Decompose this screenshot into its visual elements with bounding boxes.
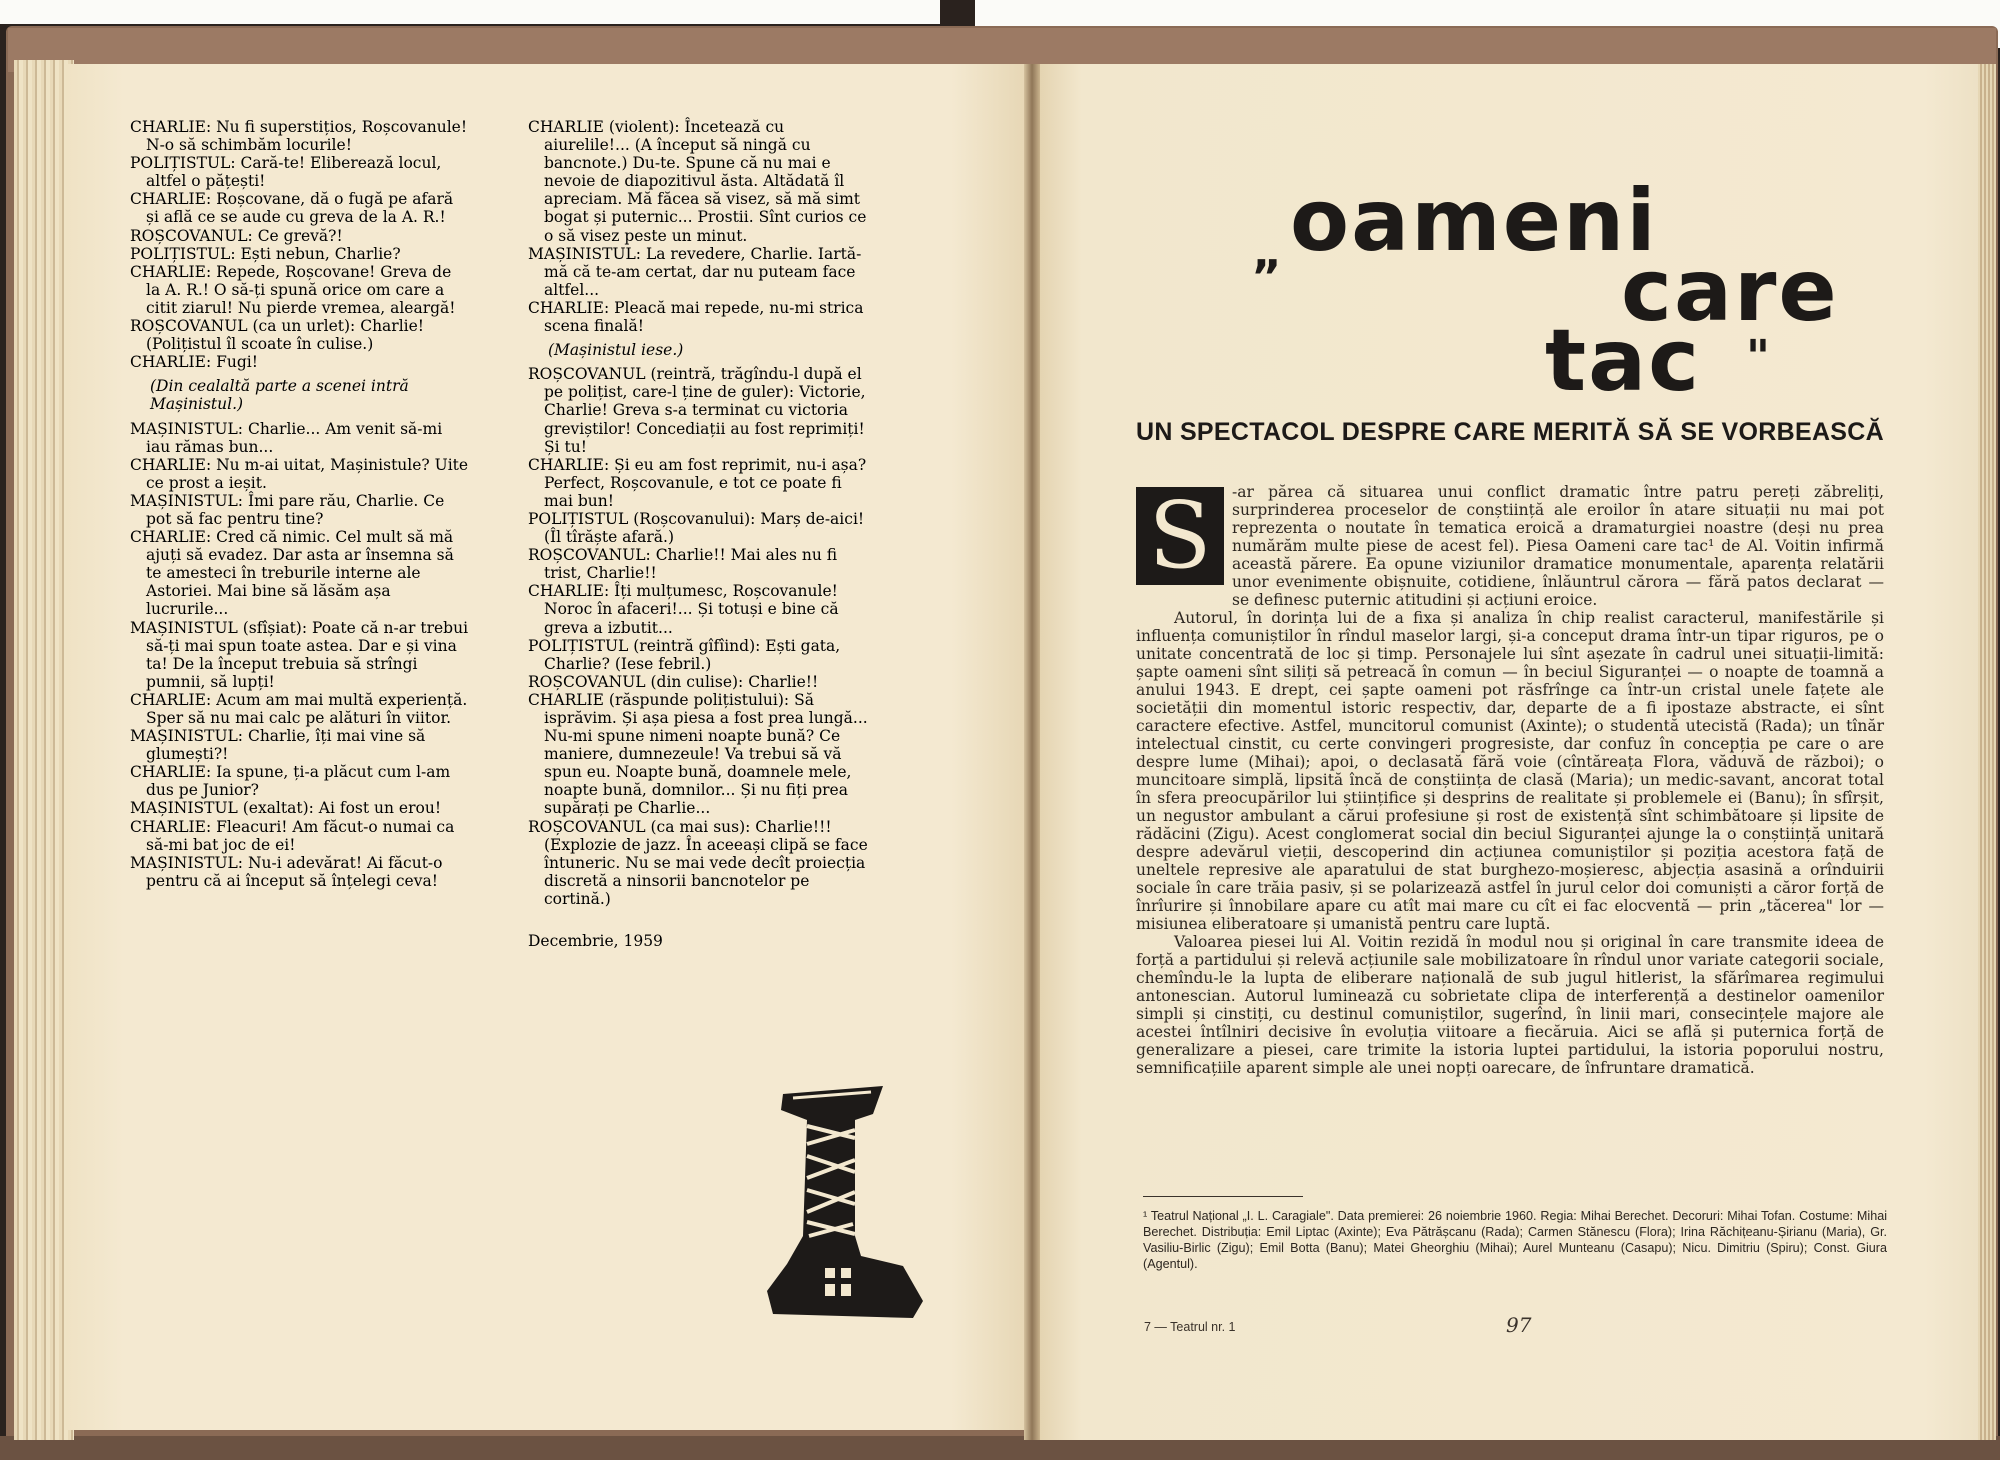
stage-direction: (Din cealaltă parte a scenei intră Mașinistul.) [150, 377, 409, 414]
dialogue-line: CHARLIE: Roșcovane, dă o fugă pe afară și află ce se aude cu greva de la A. R.! [130, 190, 454, 227]
dialogue-line: POLIȚISTUL (Roșcovanului): Marș de-aici! (Îl tîrăște afară.) [528, 509, 865, 547]
page-number: 97 [1506, 1313, 1532, 1337]
dialogue-line: CHARLIE: Nu m-ai uitat, Mașinistule? Uite ce prost a ieșit. [130, 455, 469, 492]
drop-cap: S [1136, 487, 1224, 585]
dialogue-line: POLIȚISTUL: Ești nebun, Charlie? [130, 244, 401, 263]
dialogue-line: CHARLIE: Nu fi superstițios, Roșcovanule! N-o să schimbăm locurile! [130, 118, 468, 155]
dialogue-line: ROȘCOVANUL: Ce grevă?! [130, 226, 343, 245]
article-paragraph: Autorul, în dorința lui de a fixa și analiza în chip realist caracterul, manifestările și influența comuniștilor în rîndul maselor largi, și-a conceput drama într-un tipar riguros, pe o unitate concentrată de loc și timp. Personajele lui sînt așezate în cadrul unei situații-limită: șapte oameni sînt siliți să petreacă în comun — în beciul Siguranței — o noapte de toamnă a anului 1943. E drept, cei șapte oameni pot răsfrînge ca într-un cristal unele fațete ale societății din momentul istoric respectiv, dar, departe de a fi ipostaze abstracte, ei sînt caractere efective. Astfel, muncitorul comunist (Axinte); o studentă utecistă (Rada); un tînăr intelectual cinstit, cu certe convingeri progresiste, dar confuz în concepția pe care o are despre lume (Mihai); apoi, o declasată fără voie (cîntăreața Flora, văduvă de război); o muncitoare simplă, lipsită încă de conștiința de clasă (Maria); un medic-savant, ancorat total în sfera preocupărilor lui științifice și desprins de realitate și problemele ei (Banu); în sfîrșit, un negustor ambulant a cărui profesiune și rost de existență sînt schimbătoare și lipsite de rădăcini (Zigu). Acest conglomerat social din beciul Siguranței ajunge la o conștiință unitară despre adevărul vieții, descoperind din acțiunea comuniștilor și poziția acestora față de uneltele represive ale aparatului de stat burghezo-moșieresc, abjecția asasină a orînduirii sociale în care trăia pasiv, și se polarizează astfel în jurul celor doi comuniști a căror forță de înrîurire și înnobilare apare cu atît mai mare cu cît ei fac elocventă — prin „tăcerea" lor — misiunea eliberatoare și umanistă pentru care luptă. [1136, 609, 1884, 933]
footnote: ¹ Teatrul Național „I. L. Caragiale". Data premierei: 26 noiembrie 1960. Regia: Mihai Berechet. Decoruri: Mihai Tofan. Costume: Mihai Berechet. Distribuția: Emil Liptac (Axinte); Eva Pătrășcanu (Rada); Carmen Stănescu (Flora); Irina Răchițeanu-Șirianu (Maria), Gr. Vasiliu-Birlic (Zigu); Emil Botta (Banu); Matei Gheorghiu (Mihai); Aurel Munteanu (Casapu); Nicu. Dimitriu (Spiru); Const. Giura (Agentul). [1143, 1209, 1887, 1271]
dialogue-line: CHARLIE (răspunde polițistului): Să isprăvim. Și așa piesa a fost prea lungă... Nu-mi spune nimeni noapte bună? Ce maniere, dumnezeule! Va trebui să vă spun eu. Noapte bună, doamnele mele, noapte bună, domnilor... Și nu fiți prea supărați pe Charlie... [528, 690, 868, 818]
article-title-line2: care [1621, 241, 1839, 341]
title-close-quote: " [1746, 330, 1770, 384]
article-body [1136, 483, 1884, 1077]
dialogue-line: MAȘINISTUL: Charlie, îți mai vine să glumești?! [130, 727, 426, 764]
dialogue-line: POLIȚISTUL: Cară-te! Eliberează locul, altfel o pățești! [130, 154, 442, 191]
dialogue-line: MAȘINISTUL (exaltat): Ai fost un erou! [130, 799, 442, 818]
dialogue-line: CHARLIE: Cred că nimic. Cel mult să mă ajuți să evadez. Dar asta ar însemna să te amesteci în treburile interne ale Astoriei. Mai bine să lăsăm așa lucrurile... [130, 528, 454, 619]
article-title-line3: tac [1545, 311, 1702, 411]
title-open-quote: „ [1252, 225, 1283, 279]
dialogue-line: ROȘCOVANUL (reintră, trăgîndu-l după el pe polițist, care-l ține de guler): Victorie, Charlie! Greva s-a terminat cu victoria greviștilor! Concediații au fost reprimiți! Și tu! [528, 365, 866, 456]
article-paragraph: -ar părea că situarea unui conflict dramatic între patru pereți zăbreliți, surprinderea proceselor de conștiință ale eroilor în atare situații nu mai pot reprezenta o noutate în tematica eroică a dramaturgiei noastre (deși nu prea numărăm multe piese de acest fel). Piesa Oameni care tac¹ de Al. Voitin infirmă această părere. Ea opune viziunilor dramatice monumentale, aparența relatării unor evenimente obișnuite, cotidiene, înlăuntrul cărora — fără patos declarat — se definesc puternic atitudini și acțiuni eroice. [1232, 483, 1884, 609]
play-column-left [130, 118, 470, 890]
dialogue-line: ROȘCOVANUL (ca mai sus): Charlie!!! (Explozie de jazz. În aceeași clipă se face întuneric. Nu se mai vede decît proiecția discretă a ninsorii bancnotelor pe cortină.) [528, 817, 868, 908]
dialogue-line: POLIȚISTUL (reintră gîfîind): Ești gata, Charlie? (Iese febril.) [528, 636, 841, 673]
illustration-drawing [763, 1086, 923, 1320]
page-stack-left [14, 60, 74, 1440]
dialogue-line: MAȘINISTUL: Charlie... Am venit să-mi iau rămas bun... [130, 419, 443, 456]
play-column-right [528, 118, 872, 950]
background-top-left [0, 0, 940, 24]
dialogue-line: CHARLIE: Pleacă mai repede, nu-mi strica scena finală! [528, 298, 864, 336]
dialogue-line: MAȘINISTUL: La revedere, Charlie. Iartă-mă că te-am certat, dar nu puteam face altfel... [528, 244, 862, 299]
dialogue-line: MAȘINISTUL (sfîșiat): Poate că n-ar trebui să-ți mai spun toate astea. Dar e și vina ta! De la început trebuia să strîngi pumnii, să lupți! [130, 618, 469, 691]
dialogue-line: ROȘCOVANUL (din culise): Charlie!! [528, 672, 819, 691]
footnote-rule [1143, 1196, 1303, 1197]
dialogue-line: CHARLIE: Fugi! [130, 353, 258, 372]
dialogue-line: CHARLIE: Fleacuri! Am făcut-o numai ca să-mi bat joc de ei! [130, 817, 455, 854]
article-title-line1: oameni [1290, 171, 1658, 271]
book-gutter [1024, 64, 1040, 1440]
dialogue-line: CHARLIE: Acum am mai multă experiență. Sper să nu mai calc pe alături în viitor. [130, 690, 468, 727]
dialogue-line: CHARLIE: Îți mulțumesc, Roșcovanule! Noroc în afaceri!... Și totuși e bine că greva a izbutit... [528, 582, 839, 637]
dialogue-line: MAȘINISTUL: Îmi pare rău, Charlie. Ce pot să fac pentru tine? [130, 491, 445, 528]
issue-folio: 7 — Teatrul nr. 1 [1144, 1320, 1236, 1334]
dialogue-line: ROȘCOVANUL: Charlie!! Mai ales nu fi trist, Charlie!! [528, 546, 838, 583]
dialogue-line: MAȘINISTUL: Nu-i adevărat! Ai făcut-o pentru că ai început să înțelegi ceva! [130, 853, 443, 890]
article-subtitle: UN SPECTACOL DESPRE CARE MERITĂ SĂ SE VORBEASCĂ [1136, 418, 1884, 446]
play-date: Decembrie, 1959 [528, 932, 663, 951]
dialogue-line: CHARLIE (violent): Încetează cu aiurelile!... (A început să ningă cu bancnote.) Du-te. Spune că nu mai e nevoie de diapozitivul ăsta. Altădată îl apreciam. Mă făcea să visez, să mă simt bogat și puternic... Prostii. Sînt curios ce o să visez peste un minut. [528, 118, 867, 245]
article-paragraph: Valoarea piesei lui Al. Voitin rezidă în modul nou și original în care transmite ideea de forță a partidului și relevă acțiunile sale mobilizatoare în rîndul unor variate categorii sociale, chemîndu-le la lupta de eliberare națională de sub jugul hitlerist, la sfărîmarea regimului antonescian. Autorul luminează cu sobrietate clipa de interferență a destinelor oamenilor simpli și cinstiți, cu destinul comuniștilor, sugerînd, în linii mari, consecințele majore ale acestei întîlniri decisive în evoluția viitoare a fiecăruia. Aici se află și puternica forță de generalizare a piesei, care trimite la istoria luptei partidului, la istoria poporului nostru, semnificațiile aparent simple ale unei nopți oarecare, de înfruntare dramatică. [1136, 933, 1884, 1077]
dialogue-line: ROȘCOVANUL (ca un urlet): Charlie! (Polițistul îl scoate în culise.) [130, 317, 425, 354]
page-stack-right [1978, 64, 1996, 1440]
dialogue-line: CHARLIE: Ia spune, ți-a plăcut cum l-am dus pe Junior? [130, 763, 451, 800]
stage-direction: (Mașinistul iese.) [548, 341, 684, 360]
dialogue-line: CHARLIE: Și eu am fost reprimit, nu-i așa? Perfect, Roșcovanule, e tot ce poate fi mai bun! [528, 455, 867, 510]
dialogue-line: CHARLIE: Repede, Roșcovane! Greva de la A. R.! O să-ți spună orice om care a citit ziarul! Nu pierde vremea, aleargă! [130, 262, 456, 317]
